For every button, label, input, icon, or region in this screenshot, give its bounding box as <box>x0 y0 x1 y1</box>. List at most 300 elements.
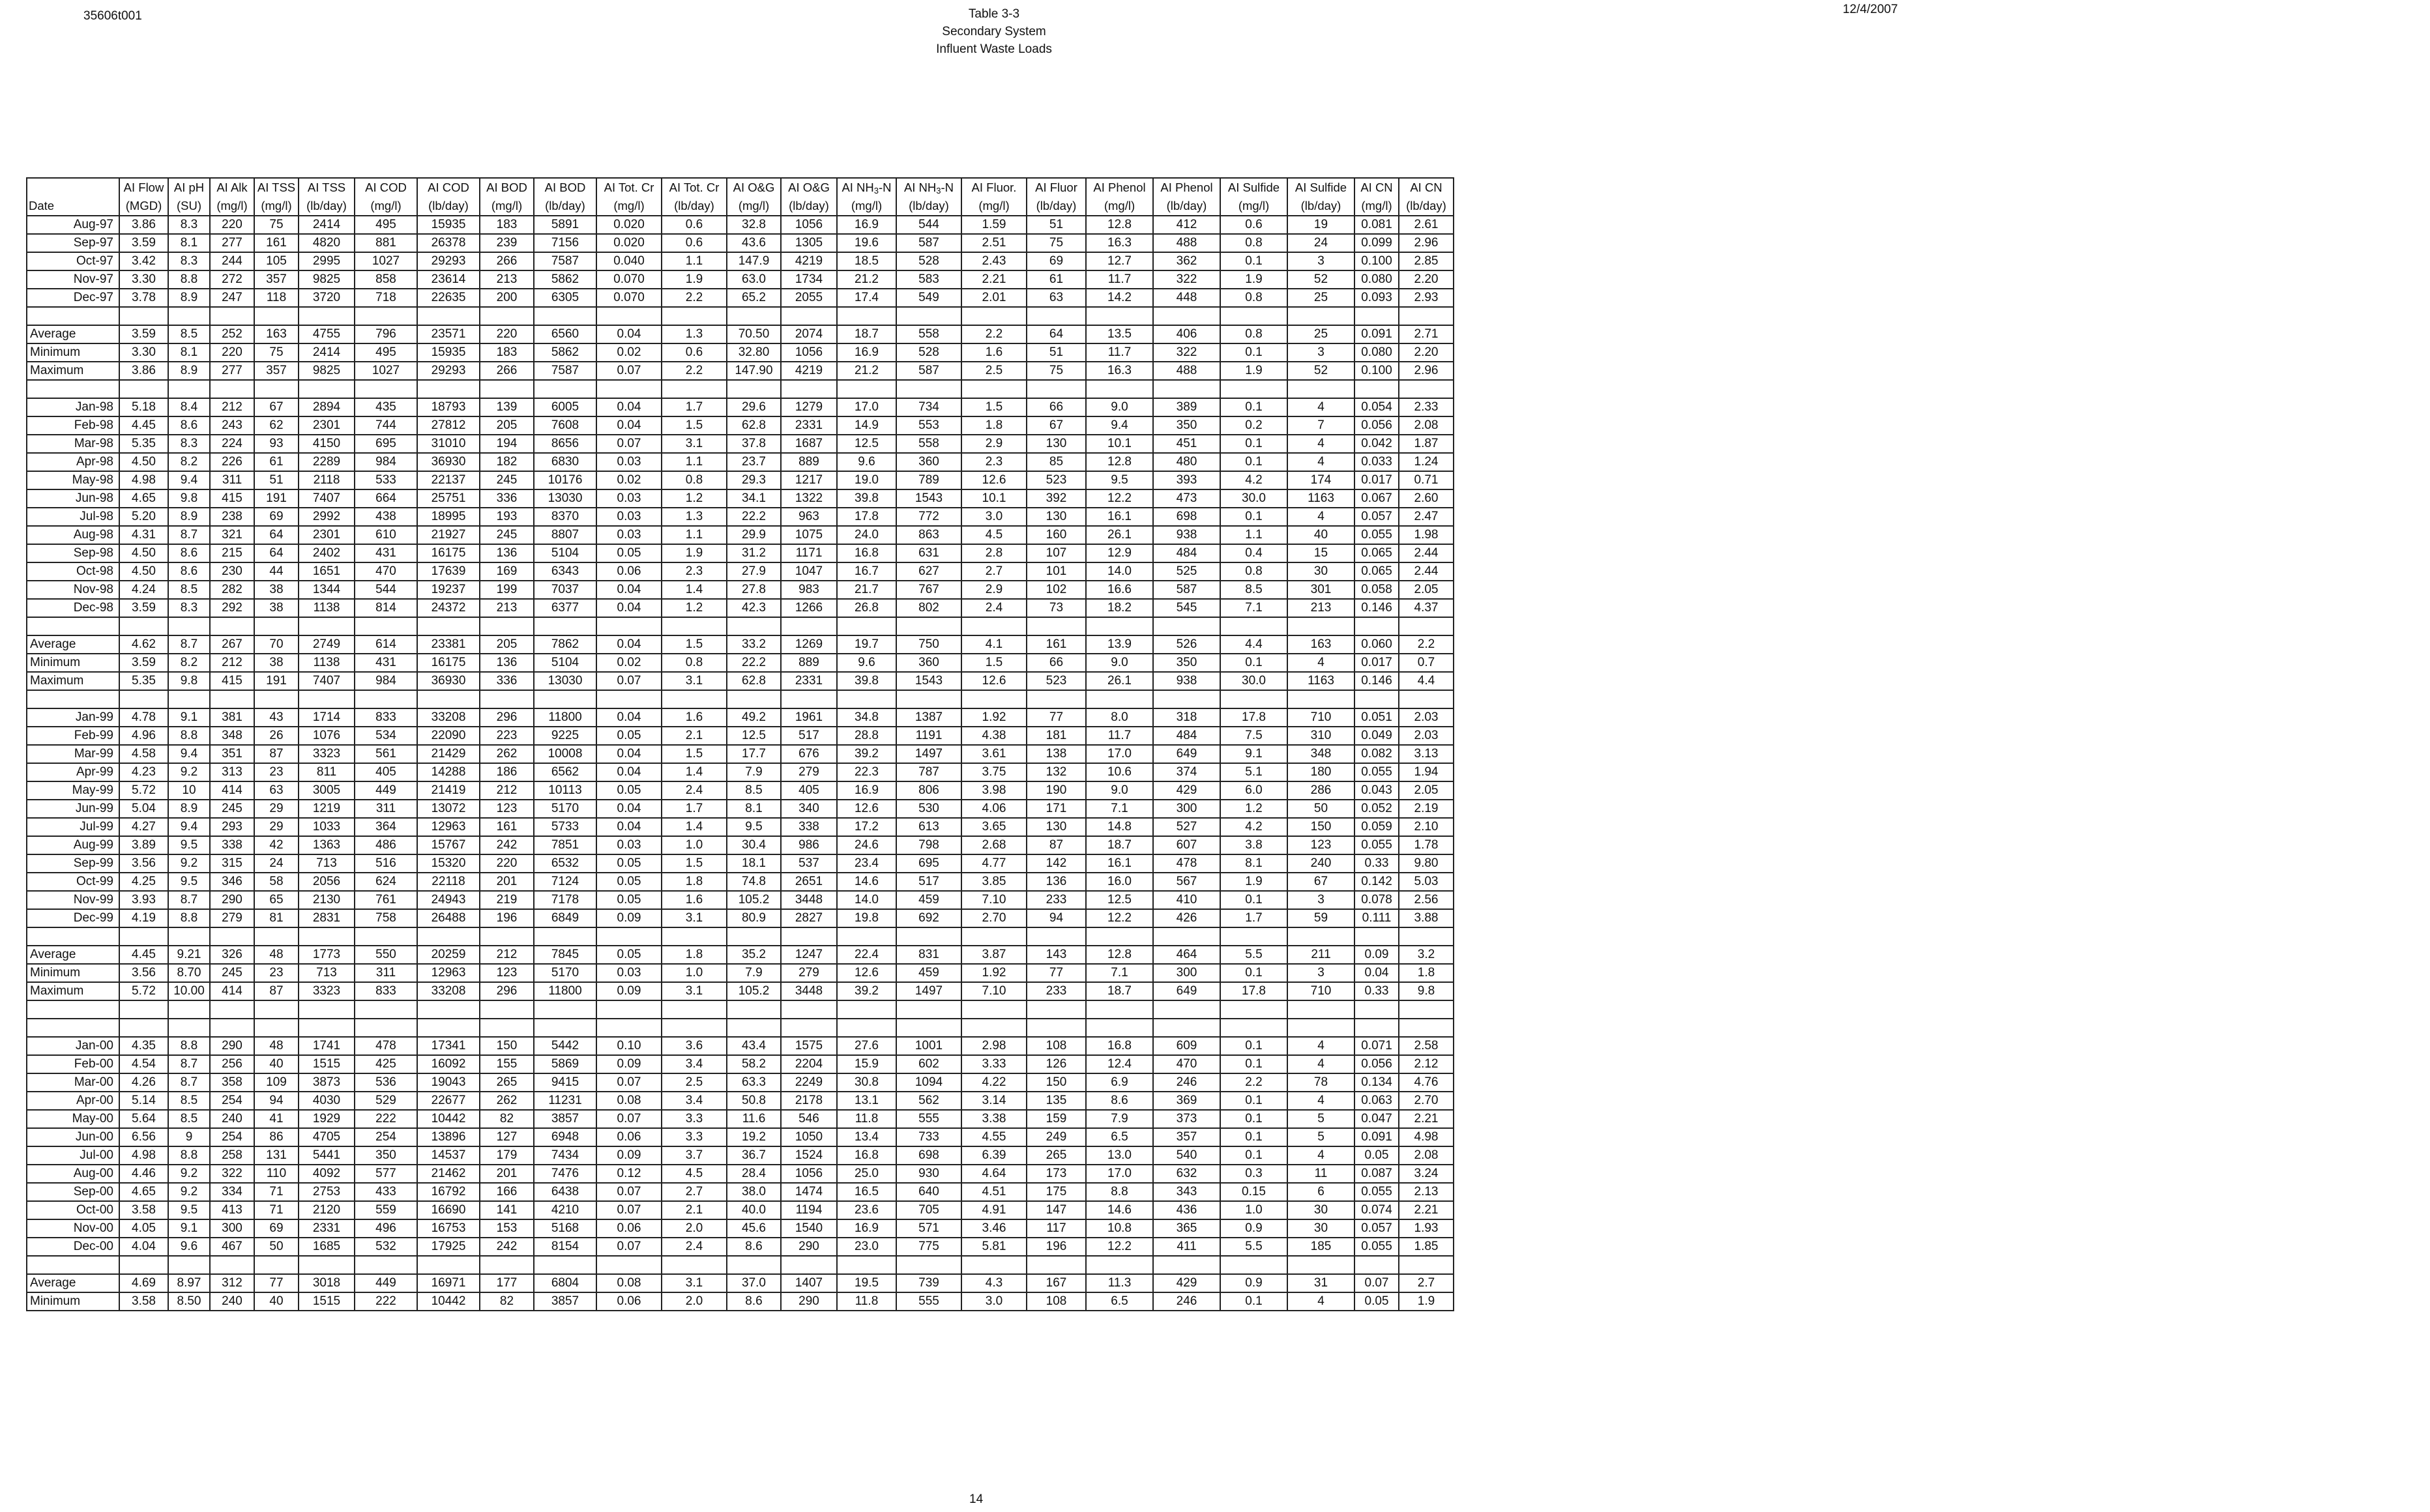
table-cell: 540 <box>1153 1146 1220 1165</box>
table-cell: 545 <box>1153 599 1220 617</box>
table-cell: 43.4 <box>727 1037 781 1055</box>
table-cell: 0.07 <box>596 435 662 453</box>
table-cell: 0.8 <box>662 471 727 489</box>
table-cell: 577 <box>355 1165 417 1183</box>
table-cell: 18.2 <box>1086 599 1153 617</box>
date-cell: Sep-98 <box>27 544 119 562</box>
table-cell: 1.0 <box>662 836 727 854</box>
table-cell: 1.8 <box>662 946 727 964</box>
table-cell: 889 <box>781 453 837 471</box>
table-cell: 705 <box>896 1201 961 1219</box>
table-cell <box>1220 1019 1287 1037</box>
table-cell: 1191 <box>896 727 961 745</box>
column-header-parameter: AI Sulfide <box>1220 178 1287 197</box>
table-cell: 1.3 <box>662 508 727 526</box>
header-row-units <box>27 197 1454 216</box>
table-cell: 350 <box>1153 416 1220 435</box>
table-cell <box>837 1256 896 1274</box>
table-cell: 22.2 <box>727 508 781 526</box>
table-cell: 9.0 <box>1086 781 1153 800</box>
table-cell <box>896 617 961 635</box>
table-cell: 0.06 <box>596 1292 662 1311</box>
table-cell: 9.4 <box>1086 416 1153 435</box>
table-cell: 0.04 <box>596 800 662 818</box>
table-cell: 326 <box>210 946 254 964</box>
table-cell: 25.0 <box>837 1165 896 1183</box>
table-cell: 0.04 <box>596 635 662 654</box>
table-cell: 414 <box>210 781 254 800</box>
table-cell: 17341 <box>417 1037 480 1055</box>
table-cell: 23.0 <box>837 1238 896 1256</box>
table-cell: 4.27 <box>119 818 168 836</box>
table-cell: 734 <box>896 398 961 416</box>
table-cell: 12.6 <box>837 964 896 982</box>
table-cell <box>355 1019 417 1037</box>
table-cell: 17925 <box>417 1238 480 1256</box>
table-cell: 360 <box>896 654 961 672</box>
table-number: Table 3-3 <box>968 7 1020 21</box>
table-cell: 28.8 <box>837 727 896 745</box>
table-cell: 0.03 <box>596 526 662 544</box>
date-cell: Dec-00 <box>27 1238 119 1256</box>
table-row <box>27 1146 1454 1165</box>
table-cell: 107 <box>1027 544 1086 562</box>
table-cell <box>662 1000 727 1019</box>
table-cell: 0.9 <box>1220 1274 1287 1292</box>
table-cell: 7851 <box>534 836 596 854</box>
table-cell: 2.5 <box>961 362 1027 380</box>
table-cell: 0.057 <box>1354 508 1399 526</box>
table-cell: 13.5 <box>1086 325 1153 343</box>
document-date: 12/4/2007 <box>1843 3 1898 16</box>
table-cell <box>299 1000 355 1019</box>
table-cell: 4.50 <box>119 453 168 471</box>
table-cell: 70.50 <box>727 325 781 343</box>
table-cell: 0.055 <box>1354 1238 1399 1256</box>
table-cell: 22.2 <box>727 654 781 672</box>
table-cell: 224 <box>210 435 254 453</box>
table-cell: 1734 <box>781 270 837 289</box>
summary-row <box>27 964 1454 982</box>
table-cell: 1056 <box>781 216 837 234</box>
table-cell: 58.2 <box>727 1055 781 1073</box>
row-label: Average <box>27 635 119 654</box>
table-cell <box>961 1000 1027 1019</box>
table-cell: 4.45 <box>119 416 168 435</box>
table-cell: 5170 <box>534 964 596 982</box>
table-cell: 69 <box>1027 252 1086 270</box>
date-cell: Dec-98 <box>27 599 119 617</box>
date-cell: Jun-00 <box>27 1128 119 1146</box>
table-cell: 2.03 <box>1399 708 1454 727</box>
table-cell: 22090 <box>417 727 480 745</box>
summary-row <box>27 946 1454 964</box>
table-cell <box>1027 617 1086 635</box>
table-cell: 63.3 <box>727 1073 781 1092</box>
table-cell: 12.6 <box>961 672 1027 690</box>
table-cell: 13030 <box>534 489 596 508</box>
table-cell: 2.70 <box>961 909 1027 927</box>
table-cell: 2.70 <box>1399 1092 1454 1110</box>
table-cell: 831 <box>896 946 961 964</box>
table-cell <box>781 1256 837 1274</box>
table-cell: 71 <box>254 1183 299 1201</box>
table-cell: 12.6 <box>961 471 1027 489</box>
table-cell: 38 <box>254 654 299 672</box>
table-cell: 105.2 <box>727 982 781 1000</box>
table-cell: 22677 <box>417 1092 480 1110</box>
table-cell: 0.04 <box>596 599 662 617</box>
table-cell: 6.9 <box>1086 1073 1153 1092</box>
table-cell: 17.7 <box>727 745 781 763</box>
table-cell: 0.04 <box>596 416 662 435</box>
table-cell: 8154 <box>534 1238 596 1256</box>
table-cell: 4.1 <box>961 635 1027 654</box>
table-cell: 2.33 <box>1399 398 1454 416</box>
table-cell: 1001 <box>896 1037 961 1055</box>
table-cell: 6.0 <box>1220 781 1287 800</box>
table-cell: 1.1 <box>662 453 727 471</box>
table-cell <box>534 1019 596 1037</box>
table-cell: 8.5 <box>168 581 210 599</box>
table-row <box>27 781 1454 800</box>
table-cell: 233 <box>1027 891 1086 909</box>
table-cell: 4 <box>1287 435 1354 453</box>
table-cell: 1163 <box>1287 672 1354 690</box>
column-header-unit: (mg/l) <box>210 197 254 216</box>
table-cell: 220 <box>210 343 254 362</box>
table-cell: 0.099 <box>1354 234 1399 252</box>
table-cell: 3 <box>1287 964 1354 982</box>
table-cell: 213 <box>1287 599 1354 617</box>
table-cell: 8.1 <box>168 343 210 362</box>
table-cell <box>727 1256 781 1274</box>
table-cell: 984 <box>355 672 417 690</box>
table-cell: 486 <box>355 836 417 854</box>
table-cell: 8.3 <box>168 252 210 270</box>
table-cell: 7434 <box>534 1146 596 1165</box>
table-cell: 410 <box>1153 891 1220 909</box>
table-cell: 1344 <box>299 581 355 599</box>
table-cell: 9.8 <box>168 489 210 508</box>
blank-row <box>27 380 1454 398</box>
blank-row <box>27 307 1454 325</box>
table-cell: 5104 <box>534 654 596 672</box>
table-cell: 142 <box>1027 854 1086 873</box>
table-cell: 13896 <box>417 1128 480 1146</box>
table-row <box>27 471 1454 489</box>
table-cell: 52 <box>1287 362 1354 380</box>
table-cell: 8.5 <box>1220 581 1287 599</box>
table-cell: 555 <box>896 1292 961 1311</box>
table-cell: 8.7 <box>168 635 210 654</box>
summary-row <box>27 982 1454 1000</box>
table-row <box>27 453 1454 471</box>
table-cell: 108 <box>1027 1292 1086 1311</box>
date-cell: Sep-99 <box>27 854 119 873</box>
table-cell <box>727 1000 781 1019</box>
table-cell: 2402 <box>299 544 355 562</box>
table-cell: 163 <box>254 325 299 343</box>
table-cell: 692 <box>896 909 961 927</box>
date-cell: Nov-97 <box>27 270 119 289</box>
table-cell: 135 <box>1027 1092 1086 1110</box>
table-cell: 296 <box>480 708 534 727</box>
table-cell: 36930 <box>417 453 480 471</box>
table-cell <box>1399 1019 1454 1037</box>
table-cell: 4.54 <box>119 1055 168 1073</box>
table-cell: 292 <box>210 599 254 617</box>
table-cell: 240 <box>1287 854 1354 873</box>
table-cell: 19.5 <box>837 1274 896 1292</box>
table-cell: 23381 <box>417 635 480 654</box>
table-cell: 49.2 <box>727 708 781 727</box>
table-cell <box>417 617 480 635</box>
table-cell: 695 <box>896 854 961 873</box>
table-cell: 0.1 <box>1220 508 1287 526</box>
table-cell: 7 <box>1287 416 1354 435</box>
table-cell: 346 <box>210 873 254 891</box>
table-cell: 245 <box>210 800 254 818</box>
table-cell: 2.0 <box>662 1292 727 1311</box>
table-cell: 290 <box>781 1292 837 1311</box>
table-cell: 5.1 <box>1220 763 1287 781</box>
table-cell: 4030 <box>299 1092 355 1110</box>
table-cell: 0.07 <box>596 1201 662 1219</box>
column-header-unit: (mg/l) <box>837 197 896 216</box>
table-cell: 516 <box>355 854 417 873</box>
table-cell: 186 <box>480 763 534 781</box>
table-cell: 322 <box>210 1165 254 1183</box>
table-cell: 374 <box>1153 763 1220 781</box>
table-cell <box>480 927 534 946</box>
table-cell: 3.58 <box>119 1201 168 1219</box>
table-cell: 150 <box>1027 1073 1086 1092</box>
table-cell: 35.2 <box>727 946 781 964</box>
table-cell: 392 <box>1027 489 1086 508</box>
table-cell <box>837 307 896 325</box>
table-cell: 2.3 <box>662 562 727 581</box>
table-cell: 12.5 <box>837 435 896 453</box>
table-cell: 0.15 <box>1220 1183 1287 1201</box>
table-cell: 212 <box>210 654 254 672</box>
table-cell: 0.07 <box>596 362 662 380</box>
table-cell: 8.5 <box>168 1092 210 1110</box>
table-subtitle: Secondary System <box>942 25 1046 38</box>
table-cell: 64 <box>254 526 299 544</box>
table-cell: 19.7 <box>837 635 896 654</box>
table-cell: 22635 <box>417 289 480 307</box>
table-cell: 0.1 <box>1220 398 1287 416</box>
table-cell: 9.80 <box>1399 854 1454 873</box>
table-cell: 0.051 <box>1354 708 1399 727</box>
table-cell <box>417 1000 480 1019</box>
table-cell: 18.7 <box>1086 982 1153 1000</box>
table-cell <box>596 380 662 398</box>
table-cell: 7.9 <box>1086 1110 1153 1128</box>
table-cell: 8.8 <box>168 727 210 745</box>
table-cell: 238 <box>210 508 254 526</box>
table-cell: 0.1 <box>1220 654 1287 672</box>
table-cell: 761 <box>355 891 417 909</box>
table-cell: 51 <box>1027 216 1086 234</box>
table-cell: 70 <box>254 635 299 654</box>
table-cell: 411 <box>1153 1238 1220 1256</box>
table-cell: 12.9 <box>1086 544 1153 562</box>
table-cell: 3.86 <box>119 362 168 380</box>
table-cell: 51 <box>1027 343 1086 362</box>
table-cell: 9.2 <box>168 854 210 873</box>
table-cell: 2.2 <box>961 325 1027 343</box>
table-cell <box>210 1000 254 1019</box>
table-cell: 470 <box>1153 1055 1220 1073</box>
table-cell: 3.42 <box>119 252 168 270</box>
table-cell: 16175 <box>417 654 480 672</box>
date-cell: Jul-98 <box>27 508 119 526</box>
table-cell: 0.12 <box>596 1165 662 1183</box>
table-cell <box>781 1000 837 1019</box>
table-cell <box>596 307 662 325</box>
table-cell: 15 <box>1287 544 1354 562</box>
table-cell: 5.5 <box>1220 946 1287 964</box>
table-cell <box>27 1019 119 1037</box>
table-cell <box>896 927 961 946</box>
table-row <box>27 836 1454 854</box>
table-cell: 4705 <box>299 1128 355 1146</box>
table-cell: 5.5 <box>1220 1238 1287 1256</box>
table-cell: 147 <box>1027 1201 1086 1219</box>
table-cell <box>119 1256 168 1274</box>
table-cell: 11.3 <box>1086 1274 1153 1292</box>
table-cell: 9.2 <box>168 1165 210 1183</box>
table-cell: 25751 <box>417 489 480 508</box>
table-cell: 426 <box>1153 909 1220 927</box>
table-cell: 5869 <box>534 1055 596 1073</box>
table-cell <box>727 380 781 398</box>
table-cell: 166 <box>480 1183 534 1201</box>
table-cell: 3.59 <box>119 599 168 617</box>
table-cell: 0.1 <box>1220 1055 1287 1073</box>
table-cell: 3.75 <box>961 763 1027 781</box>
table-cell: 4.46 <box>119 1165 168 1183</box>
table-cell: 459 <box>896 964 961 982</box>
table-cell: 64 <box>254 544 299 562</box>
table-cell: 4.04 <box>119 1238 168 1256</box>
table-cell: 4.23 <box>119 763 168 781</box>
table-cell <box>168 1256 210 1274</box>
table-cell: 94 <box>254 1092 299 1110</box>
table-cell: 3323 <box>299 745 355 763</box>
date-cell: Aug-99 <box>27 836 119 854</box>
column-header-parameter: AI Tot. Cr <box>662 178 727 197</box>
table-cell: 23.6 <box>837 1201 896 1219</box>
table-cell: 3.4 <box>662 1092 727 1110</box>
column-header-parameter: AI Fluor. <box>961 178 1027 197</box>
table-cell <box>1287 1000 1354 1019</box>
table-cell: 4 <box>1287 453 1354 471</box>
table-cell: 9.1 <box>168 708 210 727</box>
table-cell: 1.92 <box>961 964 1027 982</box>
page-number: 14 <box>969 1492 984 1506</box>
table-cell <box>27 307 119 325</box>
table-cell: 664 <box>355 489 417 508</box>
column-header-parameter: AI BOD <box>480 178 534 197</box>
column-header-parameter: AI $NH_3-N$ <box>896 178 961 197</box>
row-label: Minimum <box>27 654 119 672</box>
table-cell: 610 <box>355 526 417 544</box>
table-cell: 536 <box>355 1073 417 1092</box>
table-cell: 0.09 <box>596 982 662 1000</box>
table-cell: 13.1 <box>837 1092 896 1110</box>
table-cell: 242 <box>480 836 534 854</box>
table-cell: 246 <box>1153 1292 1220 1311</box>
table-cell: 1363 <box>299 836 355 854</box>
table-cell: 0.07 <box>596 672 662 690</box>
table-cell <box>534 927 596 946</box>
table-cell: 8.70 <box>168 964 210 982</box>
table-cell: 2.4 <box>961 599 1027 617</box>
table-cell: 0.058 <box>1354 581 1399 599</box>
table-cell: 393 <box>1153 471 1220 489</box>
table-cell: 39.2 <box>837 982 896 1000</box>
table-cell: 3448 <box>781 982 837 1000</box>
table-cell: 9.5 <box>168 836 210 854</box>
table-cell: 7476 <box>534 1165 596 1183</box>
table-cell: 39.2 <box>837 745 896 763</box>
table-cell: 0.07 <box>596 1238 662 1256</box>
table-cell: 1.8 <box>961 416 1027 435</box>
table-cell: 14288 <box>417 763 480 781</box>
table-cell: 415 <box>210 489 254 508</box>
table-cell <box>254 617 299 635</box>
table-cell: 2178 <box>781 1092 837 1110</box>
table-cell: 3.58 <box>119 1292 168 1311</box>
table-cell: 775 <box>896 1238 961 1256</box>
table-cell: 3018 <box>299 1274 355 1292</box>
table-cell: 16.6 <box>1086 581 1153 599</box>
table-cell: 77 <box>1027 708 1086 727</box>
table-cell: 43.6 <box>727 234 781 252</box>
table-cell: 42.3 <box>727 599 781 617</box>
table-cell: 0.07 <box>1354 1274 1399 1292</box>
table-cell: 4.5 <box>961 526 1027 544</box>
table-cell: 640 <box>896 1183 961 1201</box>
table-cell: 8.8 <box>168 270 210 289</box>
table-cell: 173 <box>1027 1165 1086 1183</box>
table-cell: 0.09 <box>1354 946 1399 964</box>
table-row <box>27 435 1454 453</box>
table-cell: 62 <box>254 416 299 435</box>
table-cell: 0.1 <box>1220 964 1287 982</box>
table-cell: 698 <box>1153 508 1220 526</box>
table-cell: 300 <box>210 1219 254 1238</box>
table-cell: 0.020 <box>596 234 662 252</box>
table-cell: 2.47 <box>1399 508 1454 526</box>
table-cell: 0.087 <box>1354 1165 1399 1183</box>
table-cell: 300 <box>1153 800 1220 818</box>
table-cell: 66 <box>1027 398 1086 416</box>
table-cell: 16.3 <box>1086 234 1153 252</box>
table-cell: 30 <box>1287 1201 1354 1219</box>
table-cell: 470 <box>355 562 417 581</box>
table-cell: 369 <box>1153 1092 1220 1110</box>
table-cell <box>1153 1256 1220 1274</box>
table-cell: 1387 <box>896 708 961 727</box>
table-cell: 4210 <box>534 1201 596 1219</box>
table-cell: 1094 <box>896 1073 961 1092</box>
table-cell: 230 <box>210 562 254 581</box>
table-cell: 414 <box>210 982 254 1000</box>
